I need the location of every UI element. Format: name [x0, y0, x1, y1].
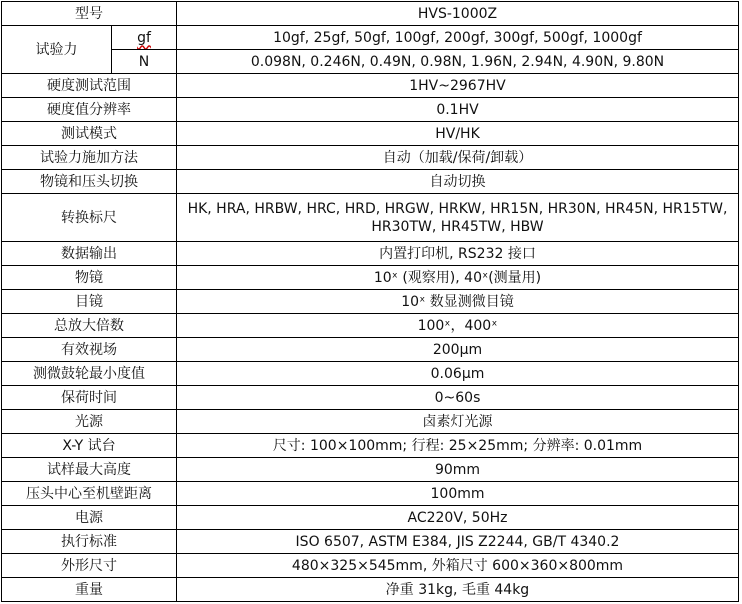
row-model — [2, 2, 739, 26]
row-force-method — [2, 146, 739, 170]
label-test-mode: 测试模式 — [2, 122, 177, 146]
value-power: AC220V, 50Hz — [177, 506, 739, 530]
label-test-force: 试验力 — [2, 26, 112, 74]
row-test-mode — [2, 122, 739, 146]
unit-n: N — [112, 50, 177, 74]
value-dimensions: 480×325×545mm, 外箱尺寸 600×360×800mm — [177, 554, 739, 578]
value-light: 卤素灯光源 — [177, 410, 739, 434]
row-light — [2, 410, 739, 434]
value-xy-stage: 尺寸: 100×100mm; 行程: 25×25mm; 分辨率: 0.01mm — [177, 434, 739, 458]
value-resolution: 0.1HV — [177, 98, 739, 122]
unit-gf — [112, 26, 177, 50]
label-max-height: 试样最大高度 — [2, 458, 177, 482]
row-throat — [2, 482, 739, 506]
label-drum-min: 测微鼓轮最小度值 — [2, 362, 177, 386]
label-magnification: 总放大倍数 — [2, 314, 177, 338]
label-dimensions: 外形尺寸 — [2, 554, 177, 578]
row-field — [2, 338, 739, 362]
label-hardness-range: 硬度测试范围 — [2, 74, 177, 98]
label-model: 型号 — [2, 2, 177, 26]
row-dwell — [2, 386, 739, 410]
value-objective: 10ˣ (观察用), 40ˣ(测量用) — [177, 266, 739, 290]
spec-table — [1, 1, 739, 602]
row-weight — [2, 578, 739, 602]
label-dwell: 保荷时间 — [2, 386, 177, 410]
row-scales — [2, 194, 739, 242]
value-data-output: 内置打印机, RS232 接口 — [177, 242, 739, 266]
row-standards — [2, 530, 739, 554]
row-resolution — [2, 98, 739, 122]
value-test-force-n: 0.098N, 0.246N, 0.49N, 0.98N, 1.96N, 2.94N, 4.90N, 9.80N — [177, 50, 739, 74]
label-data-output: 数据输出 — [2, 242, 177, 266]
row-xy-stage — [2, 434, 739, 458]
row-test-force-n — [2, 50, 739, 74]
value-drum-min: 0.06μm — [177, 362, 739, 386]
value-test-mode: HV/HK — [177, 122, 739, 146]
row-hardness-range — [2, 74, 739, 98]
row-eyepiece — [2, 290, 739, 314]
value-dwell: 0~60s — [177, 386, 739, 410]
value-hardness-range: 1HV~2967HV — [177, 74, 739, 98]
label-field: 有效视场 — [2, 338, 177, 362]
label-weight: 重量 — [2, 578, 177, 602]
label-power: 电源 — [2, 506, 177, 530]
value-standards: ISO 6507, ASTM E384, JIS Z2244, GB/T 4340.2 — [177, 530, 739, 554]
row-power — [2, 506, 739, 530]
value-switch: 自动切换 — [177, 170, 739, 194]
label-throat: 压头中心至机壁距离 — [2, 482, 177, 506]
value-field: 200μm — [177, 338, 739, 362]
label-xy-stage: X-Y 试台 — [2, 434, 177, 458]
label-eyepiece: 目镜 — [2, 290, 177, 314]
row-data-output — [2, 242, 739, 266]
value-model: HVS-1000Z — [177, 2, 739, 26]
value-throat: 100mm — [177, 482, 739, 506]
label-switch: 物镜和压头切换 — [2, 170, 177, 194]
value-scales: HK, HRA, HRBW, HRC, HRD, HRGW, HRKW, HR15N, HR30N, HR45N, HR15TW, HR30TW, HR45TW, HBW — [177, 194, 739, 242]
label-standards: 执行标准 — [2, 530, 177, 554]
row-magnification — [2, 314, 739, 338]
value-force-method: 自动（加载/保荷/卸载） — [177, 146, 739, 170]
value-eyepiece: 10ˣ 数显测微目镜 — [177, 290, 739, 314]
row-dimensions — [2, 554, 739, 578]
label-objective: 物镜 — [2, 266, 177, 290]
row-test-force-gf — [2, 26, 739, 50]
value-test-force-gf: 10gf, 25gf, 50gf, 100gf, 200gf, 300gf, 500gf, 1000gf — [177, 26, 739, 50]
row-max-height — [2, 458, 739, 482]
label-scales: 转换标尺 — [2, 194, 177, 242]
value-weight: 净重 31kg, 毛重 44kg — [177, 578, 739, 602]
label-light: 光源 — [2, 410, 177, 434]
row-switch — [2, 170, 739, 194]
value-max-height: 90mm — [177, 458, 739, 482]
label-force-method: 试验力施加方法 — [2, 146, 177, 170]
row-drum-min — [2, 362, 739, 386]
row-objective — [2, 266, 739, 290]
value-magnification: 100ˣ，400ˣ — [177, 314, 739, 338]
unit-gf-text: gf — [137, 29, 151, 46]
label-resolution: 硬度值分辨率 — [2, 98, 177, 122]
